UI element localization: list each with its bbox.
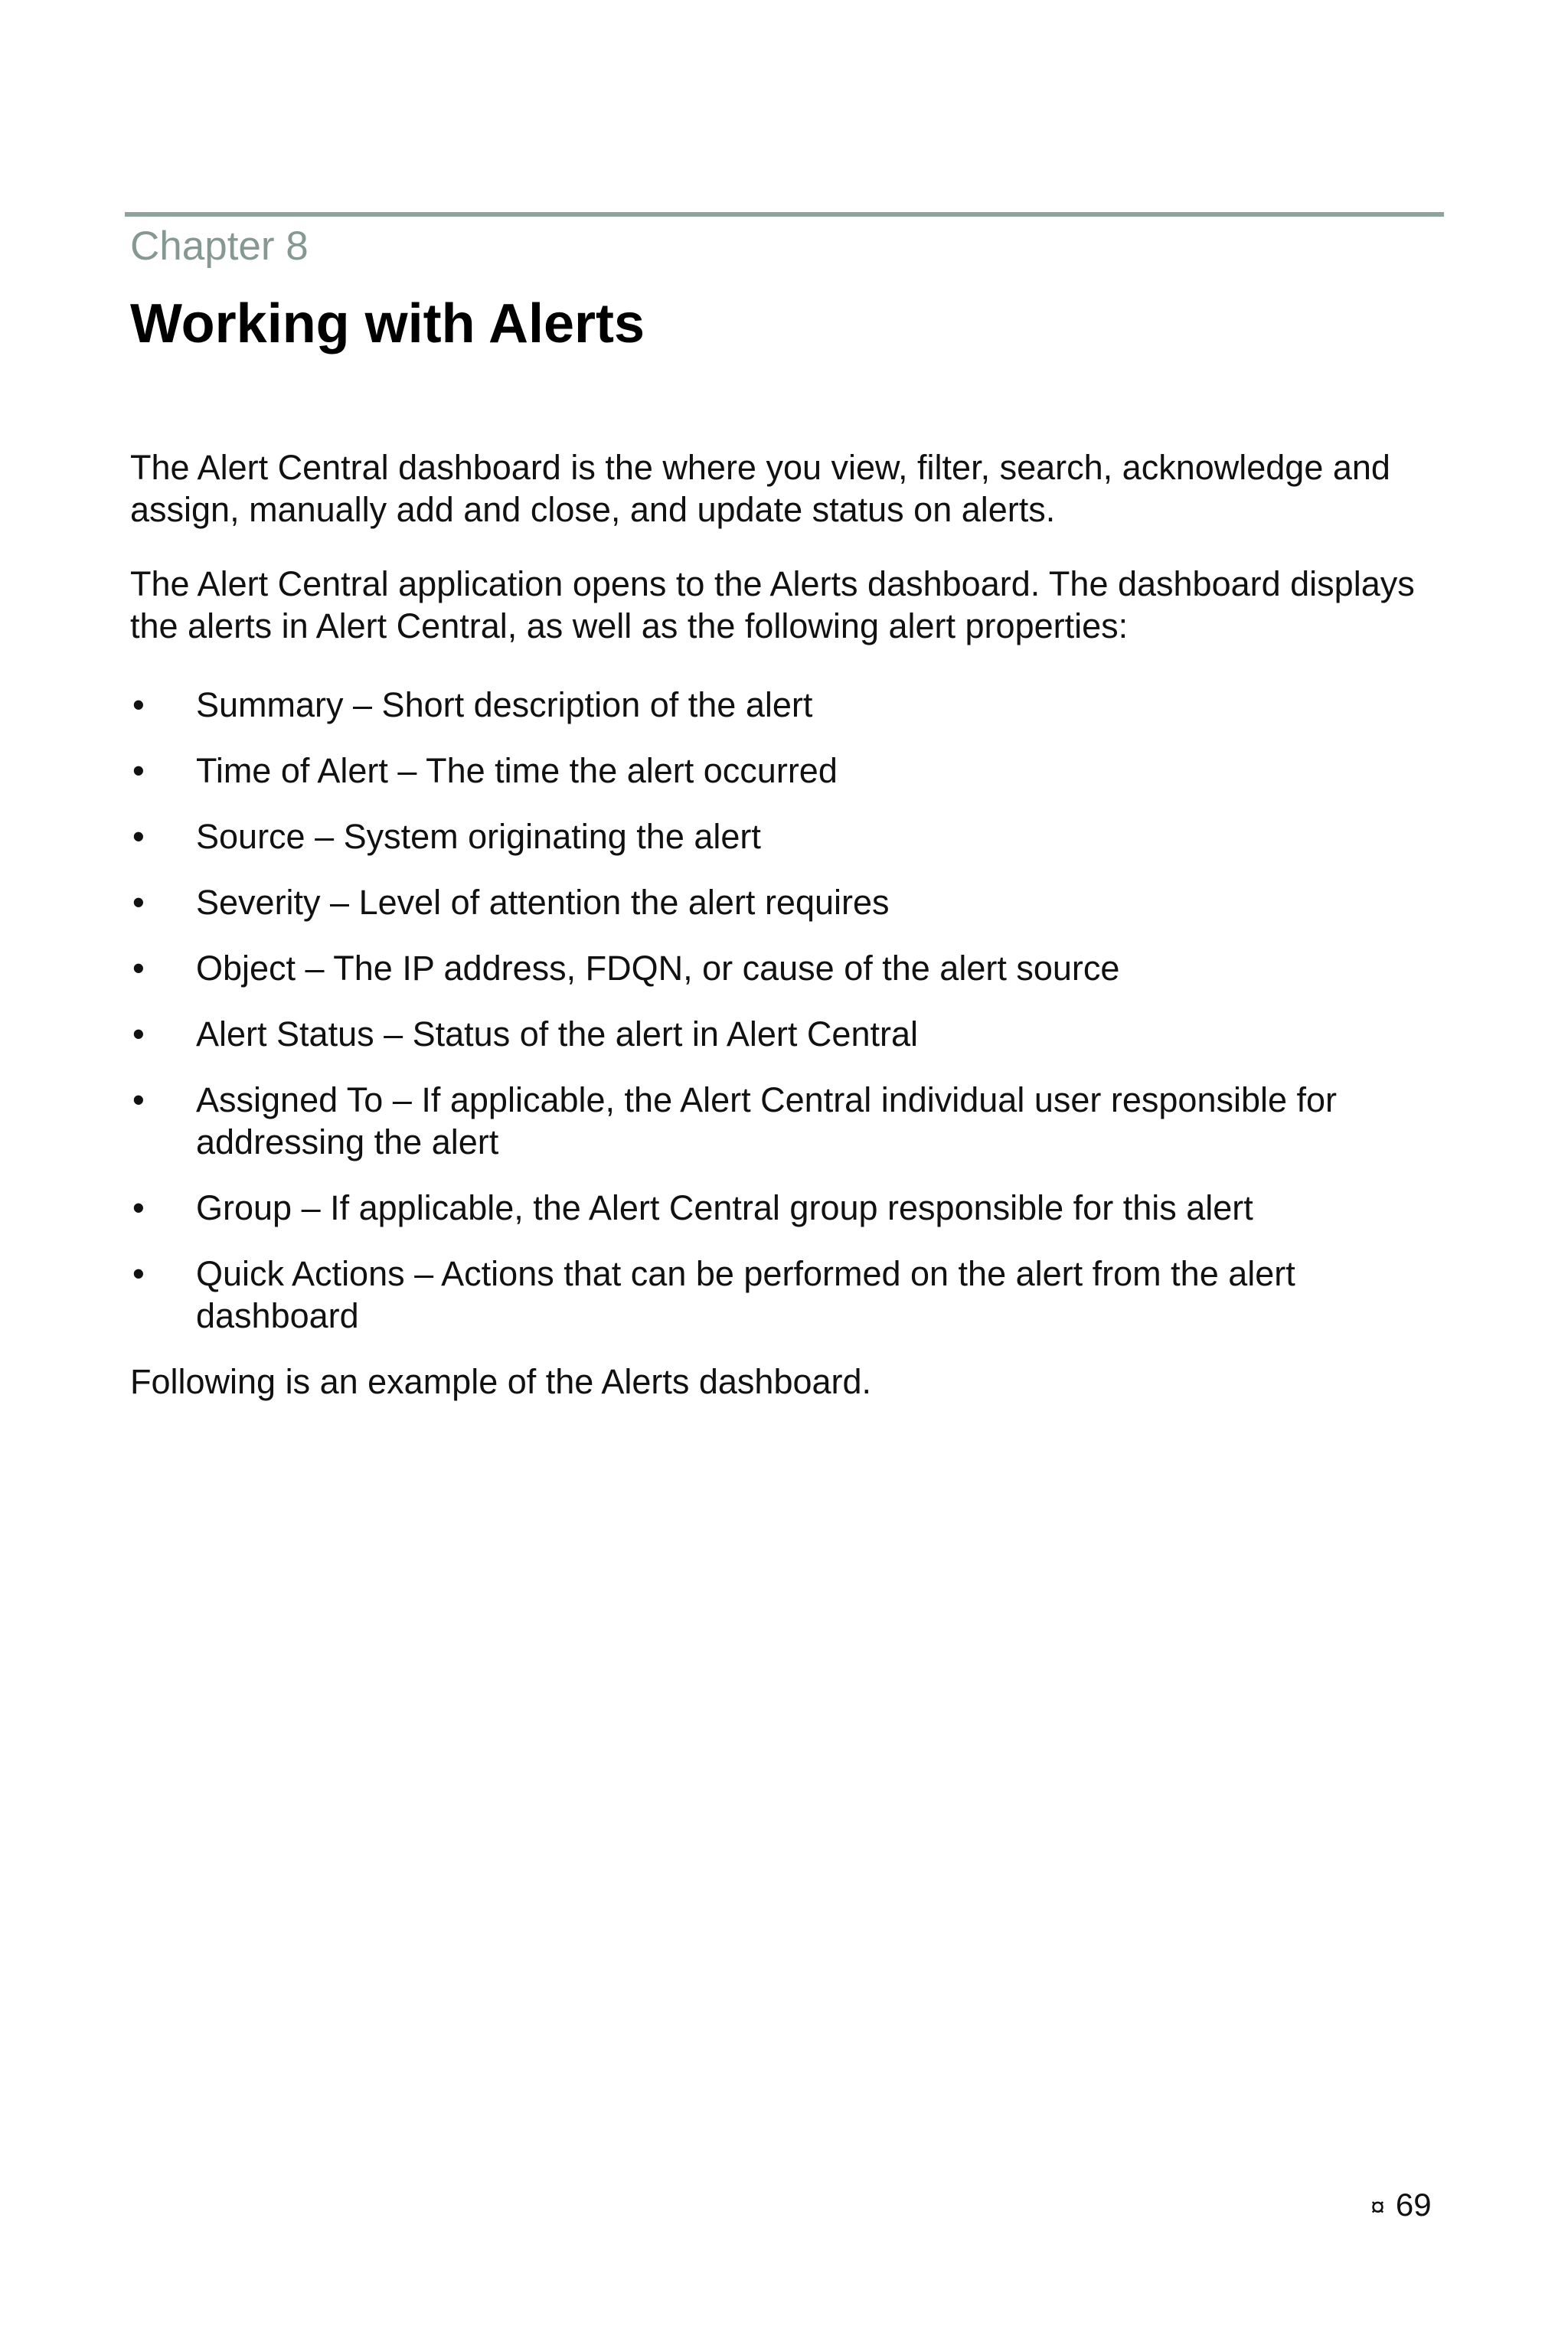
list-item: [130, 947, 1447, 989]
list-item-text: Assigned To – If applicable, the Alert Central individual user responsible for addressing the alert: [196, 1080, 1338, 1161]
list-item-text: Object – The IP address, FDQN, or cause of the alert source: [196, 949, 1120, 988]
list-item-text: Summary – Short description of the alert: [196, 685, 813, 724]
bullet-icon: •: [132, 883, 145, 922]
bullet-icon: •: [132, 1014, 145, 1054]
bullet-icon: •: [132, 685, 145, 724]
list-item: [130, 684, 1447, 726]
list-item-text: Source – System originating the alert: [196, 817, 761, 856]
list-item-text: Group – If applicable, the Alert Central group responsible for this alert: [196, 1188, 1253, 1227]
list-item: [130, 815, 1447, 858]
intro-paragraph: The Alert Central dashboard is the where you view, filter, search, acknowledge and assign, manually add and close, and update status on alerts.: [130, 448, 1390, 529]
list-item-text: Severity – Level of attention the alert requires: [196, 883, 890, 922]
bullet-icon: •: [132, 751, 145, 790]
bullet-icon: •: [132, 817, 145, 856]
page-footer: [1370, 2186, 1432, 2226]
list-item-text: Alert Status – Status of the alert in Alert Central: [196, 1014, 918, 1054]
list-item: [130, 1079, 1447, 1163]
alert-properties-list: [130, 684, 1447, 1337]
bullet-icon: •: [132, 949, 145, 988]
bullet-icon: •: [132, 1080, 145, 1119]
chapter-label: Chapter 8: [130, 224, 309, 269]
list-item-text: Time of Alert – The time the alert occurred: [196, 751, 838, 790]
list-item: [130, 750, 1447, 792]
bullet-icon: •: [132, 1254, 145, 1293]
chapter-rule: [125, 212, 1444, 217]
list-item: [130, 1187, 1447, 1229]
page-number: 69: [1395, 2187, 1432, 2223]
list-item-text: Quick Actions – Actions that can be performed on the alert from the alert dashboard: [196, 1254, 1295, 1335]
page-title: Working with Alerts: [130, 293, 645, 354]
document-body: [130, 446, 1447, 1403]
bullet-icon: •: [132, 1188, 145, 1227]
list-item: [130, 1013, 1447, 1055]
page-mark-icon: ¤: [1370, 2193, 1385, 2222]
properties-paragraph: The Alert Central application opens to the Alerts dashboard. The dashboard displays the alerts in Alert Central, as well as the following alert properties:: [130, 564, 1415, 645]
list-item: [130, 881, 1447, 923]
list-item: [130, 1253, 1447, 1337]
closing-paragraph: Following is an example of the Alerts dashboard.: [130, 1362, 872, 1401]
